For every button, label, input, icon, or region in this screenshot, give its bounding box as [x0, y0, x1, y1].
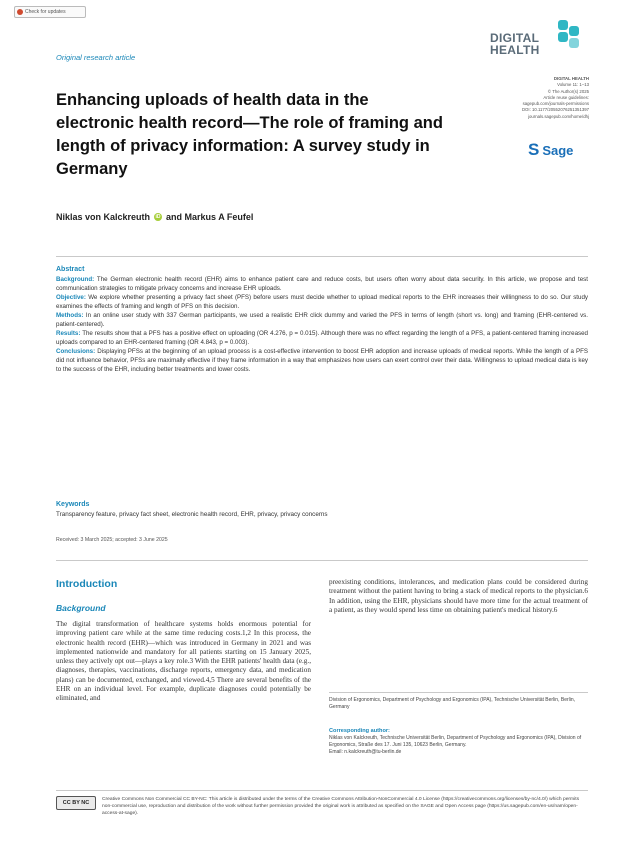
abstract-text: We explore whether presenting a privacy fact sheet (PFS) before users must decide whether to upload medical reports to the EHR increases their willingness to do so. Our study examines the effects of framing and length of PFS on this decision. — [56, 294, 588, 310]
keywords-text: Transparency feature, privacy fact sheet, electronic health record, EHR, privacy, privacy concerns — [56, 511, 328, 518]
meta-line[interactable]: sagepub.com/journals-permissions — [522, 101, 589, 107]
abstract — [56, 265, 588, 374]
abstract-text: Displaying PFSs at the beginning of an upload process is a cost-effective intervention to boost EHR adoption and increase uploads of medical reports. While the length of a PFS did not influence behavior, PFSs are maximally effective if they frame information in a way that emphasizes how users can exert control over their data. Willingness to upload medical data is key to the success of the EHR, including better treatments and lower costs. — [56, 348, 588, 373]
logo-hexagon-icon — [569, 38, 579, 48]
meta-line: Article reuse guidelines: — [543, 94, 589, 100]
updates-icon — [17, 9, 23, 15]
check-for-updates-badge[interactable] — [14, 6, 86, 18]
introduction-heading: Introduction — [56, 578, 118, 590]
body-text-right-column: preexisting conditions, intolerances, and medication plans could be considered during treatment without the patient having to bring a stack of medical reports to the physician.6 In addition, using the EHR, physicians should have more time for the actual treatment of a patient, as they would spend less time on obtaining patient's medical history.6 — [329, 578, 588, 614]
abstract-label: Objective: — [56, 294, 86, 301]
logo-hexagon-icon — [558, 32, 568, 42]
abstract-heading: Abstract — [56, 266, 85, 273]
author-name[interactable]: Niklas von Kalckreuth — [56, 212, 151, 222]
logo-hexagon-icon — [569, 26, 579, 36]
license-text: Creative Commons Non Commercial CC BY-NC: This article is distributed under the terms of the Creative Commons Attribution-NonCommercial 4.0 License (https://creativecommons.org/licenses/by-nc/4.0/) which permits non-commercial use, reproduction and distribution of the work without further permission provided the original work is attributed as specified on the SAGE and Open Access page (https://us.sagepub.com/en-us/nam/open-access-at-sage). — [102, 797, 580, 816]
body-text-left-column: The digital transformation of healthcare systems holds enormous potential for improving patient care while at the same time reducing costs.1,2 In this process, the electronic health record (EHR)—which was introduced in Germany in 2021 and was implemented nationwide and mandatory for all patients starting on 15 January 2025, unless they actively opt out—plays a key role.3 With the EHR patients' health data (e.g., diagnoses, therapies, vaccinations, discharge reports, emergency data, and medication plans) can be documented, exchanged, and viewed.4,5 There are several benefits of the EHR on an individual level. For example, duplicate diagnoses could potentially be eliminated, and — [56, 620, 311, 703]
article-metadata — [497, 76, 589, 120]
keywords-heading: Keywords — [56, 501, 90, 508]
abstract-text: The results show that a PFS has a positive effect on uploading (OR 4.276, p = 0.015). Although there was no effect regarding the length of a PFS, a patient-centered framing increased uploads compared to an EHR-centered framing (OR 4.843, p = 0.003). — [56, 330, 588, 346]
meta-line[interactable]: journals.sagepub.com/home/dhj — [528, 113, 589, 119]
license-footer — [56, 796, 588, 817]
affiliation: Division of Ergonomics, Department of Psychology and Ergonomics (IPA), Technische Universität Berlin, Berlin, Germany — [329, 697, 576, 710]
meta-line: © The Author(s) 2025 — [547, 88, 589, 94]
corresponding-author-text: Niklas von Kalckreuth, Technische Universität Berlin, Department of Psychology and Ergonomics (IPA), Division of Ergonomics, Straße des 17. Juni 135, 10623 Berlin, Germany. — [329, 735, 582, 748]
meta-line[interactable]: DOI: 10.1177/20552076251351397 — [521, 107, 589, 113]
orcid-icon[interactable]: iD — [155, 214, 161, 220]
abstract-paragraph — [56, 293, 588, 311]
divider — [56, 790, 588, 791]
check-for-updates-label: Check for updates — [25, 9, 66, 15]
creative-commons-icon[interactable]: CC BY NC — [56, 796, 96, 810]
background-subheading: Background — [56, 603, 106, 613]
meta-line: Volume 11: 1–13 — [557, 82, 589, 88]
journal-name — [490, 32, 540, 56]
journal-name-line2: HEALTH — [490, 43, 540, 57]
author-name[interactable]: and Markus A Feufel — [166, 212, 254, 222]
abstract-paragraph — [56, 275, 588, 293]
divider — [56, 560, 588, 561]
keywords — [56, 500, 588, 520]
sage-s-icon: S — [528, 140, 540, 159]
divider — [56, 256, 588, 257]
abstract-text: The German electronic health record (EHR) aims to enhance patient care and reduce costs, but users often worry about data security. In this article, we propose and test communication strategies to mitigate privacy concerns and increase EHR uploads. — [56, 276, 588, 292]
meta-line: DIGITAL HEALTH — [553, 76, 589, 81]
abstract-text: In an online user study with 337 German participants, we used a realistic EHR click dummy and varied the PFS in terms of length (short vs. long) and framing (EHR-centered vs. patient-centered). — [56, 312, 588, 328]
abstract-label: Conclusions: — [56, 348, 96, 355]
abstract-paragraph — [56, 347, 588, 374]
journal-logo — [490, 18, 590, 64]
journal-name-line1: DIGITAL — [490, 31, 540, 45]
author-list — [56, 212, 253, 222]
abstract-label: Methods: — [56, 312, 84, 319]
abstract-label: Results: — [56, 330, 81, 337]
publisher-logo — [528, 140, 573, 160]
abstract-paragraph — [56, 311, 588, 329]
corresponding-author-heading: Corresponding author: — [329, 728, 390, 734]
divider — [329, 692, 588, 693]
article-title: Enhancing uploads of health data in the electronic health record—The role of framing and length of privacy information: A survey study in Germany — [56, 91, 443, 178]
abstract-paragraph — [56, 329, 588, 347]
corresponding-author — [329, 728, 588, 756]
corresponding-author-email[interactable]: Email: n.kalckreuth@tu-berlin.de — [329, 749, 402, 755]
article-type: Original research article — [56, 53, 136, 62]
publisher-name: Sage — [542, 142, 574, 158]
logo-hexagon-icon — [558, 20, 568, 30]
abstract-label: Background: — [56, 276, 95, 283]
received-accepted-dates: Received: 3 March 2025; accepted: 3 June 2025 — [56, 537, 168, 543]
